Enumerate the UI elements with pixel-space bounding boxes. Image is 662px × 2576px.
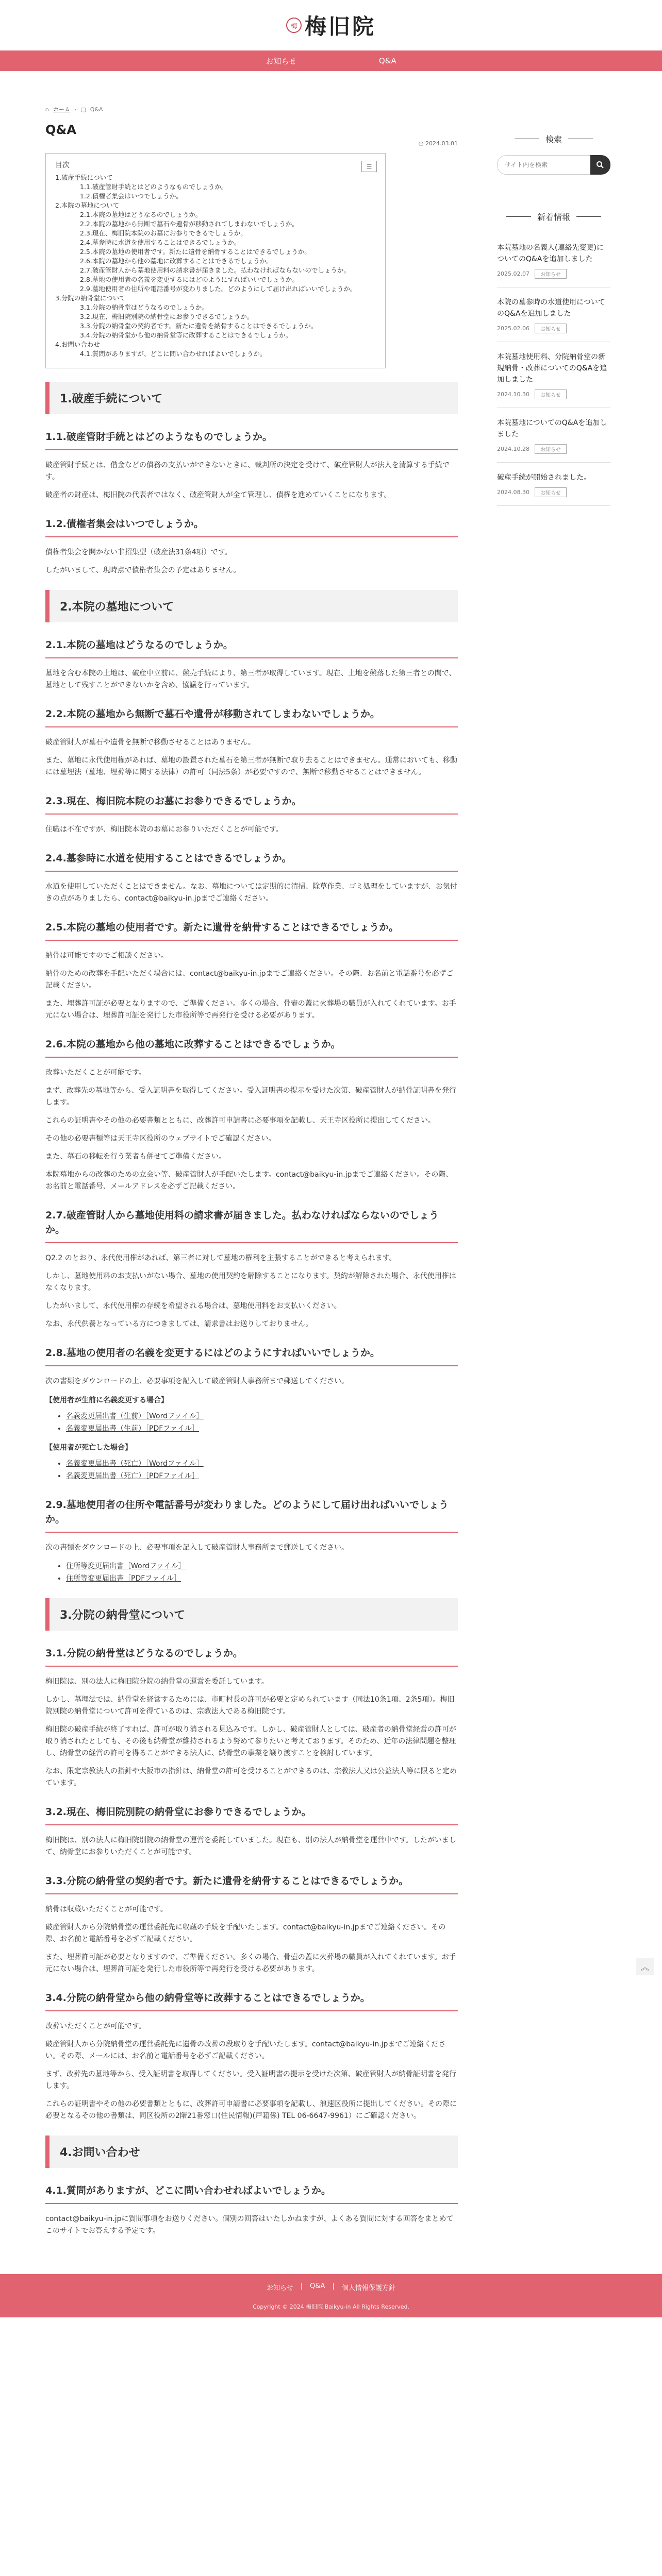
answer-text: しかし、墓埋法では、納骨堂を経営するためには、市町村長の許可が必要と定められています（同法10条1項、2条5項）。梅旧院別院の納骨堂について許可を得ているのは、宗教法人である梅旧院です。: [45, 1696, 455, 1716]
news-section: [497, 211, 610, 506]
home-icon: ⌂: [45, 106, 49, 113]
download-link[interactable]: 名義変更届出書（生前）［PDFファイル］: [66, 1425, 199, 1433]
toc-link[interactable]: 2.3.現在、梅旧院本院のお墓にお参りできるでしょうか。: [80, 229, 247, 237]
download-list: [66, 1410, 458, 1435]
answer-text: これらの証明書やその他の必要書類とともに、改葬許可申請書に必要事項を記載し、天王寺区役所に提出してください。: [45, 1116, 435, 1125]
chevron-up-icon: ︽: [640, 1962, 649, 1972]
question-heading: 3.1.分院の納骨堂はどうなるのでしょうか。: [45, 1642, 458, 1667]
answer-text: 梅旧院は、別の法人に梅旧院分院の納骨堂の運営を委託しています。: [45, 1677, 269, 1686]
post-date: [45, 140, 458, 147]
global-nav: [0, 50, 662, 71]
question-heading: 2.2.本院の墓地から無断で墓石や遺骨が移動されてしまわないでしょうか。: [45, 703, 458, 727]
news-item: [497, 342, 610, 408]
answer-text: 次の書類をダウンロードの上、必要事項を記入して破産管財人事務所まで郵送してください。: [45, 1544, 349, 1552]
toc-link[interactable]: 2.1.本院の墓地はどうなるのでしょうか。: [80, 211, 202, 218]
toc-item: [55, 173, 376, 182]
answer-text: 梅旧院の破産手続が終了すれば、許可が取り消される見込みです。しかし、破産管財人としては、破産者の納骨堂経営の許可が取り消されたとしても、その後も納骨堂が維持されるよう努めて参りたいと考えております。そのため、近年の法律問題を整理し、納骨堂の経営の許可を得ることができる法人に、納骨堂の事業を譲り渡すことを検討しています。: [45, 1725, 456, 1757]
answer-text: 破産者の財産は、梅旧院の代表者ではなく、破産管財人が全て管理し、債権を進めていくことになります。: [45, 491, 391, 499]
download-link[interactable]: 名義変更届出書（生前）［Wordファイル］: [66, 1412, 204, 1420]
post-date-value: 2024.03.01: [425, 140, 458, 147]
news-date: 2024.08.30: [497, 489, 529, 496]
toc-item: [55, 321, 376, 331]
download-item: [66, 1572, 458, 1585]
toc-link[interactable]: 2.5.本院の墓地の使用者です。新たに遺骨を納骨することはできるでしょうか。: [80, 248, 311, 256]
answer-text: 住職は不在ですが、梅旧院本院のお墓にお参りいただくことが可能です。: [45, 825, 283, 834]
news-tag[interactable]: お知らせ: [535, 269, 567, 279]
answer-text: 本院墓地からの改葬のための立会い等、破産管財人が手配いたします。contact@baikyu-in.jpまでご連絡ください。その際、お名前と電話番号、メールアドレスを必ずご記載ください。: [45, 1171, 453, 1191]
download-item: [66, 1560, 458, 1572]
toc-link[interactable]: 3.4.分院の納骨堂から他の納骨堂等に改葬することはできるでしょうか。: [80, 331, 292, 339]
news-date: 2025.02.07: [497, 270, 529, 277]
answer-text: 次の書類をダウンロードの上、必要事項を記入して破産管財人事務所まで郵送してください。: [45, 1377, 349, 1385]
toc-item: [55, 294, 376, 303]
toc-item: [55, 238, 376, 247]
answer-text: 納骨は収蔵いただくことが可能です。: [45, 1905, 168, 1913]
question-heading: 2.3.現在、梅旧院本院のお墓にお参りできるでしょうか。: [45, 790, 458, 815]
news-tag[interactable]: お知らせ: [535, 389, 567, 399]
footer-links: [0, 2282, 662, 2292]
site-footer: [0, 2274, 662, 2317]
toc-link[interactable]: 3.2.現在、梅旧院別院の納骨堂にお参りできるでしょうか。: [80, 313, 254, 320]
toc-item: [55, 284, 376, 294]
toc-item: [55, 303, 376, 312]
copyright: Copyright © 2024 梅旧院 Baikyu-in All Rights Reserved.: [252, 2303, 410, 2310]
question-heading: 2.5.本院の墓地の使用者です。新たに遺骨を納骨することはできるでしょうか。: [45, 916, 458, 941]
toc-item: [55, 229, 376, 238]
toc-list: [55, 173, 376, 359]
search-title: 検索: [497, 133, 610, 145]
news-meta: [497, 389, 610, 399]
answer-text: また、埋葬許可証が必要となりますので、ご準備ください。多くの場合、骨壺の蓋に火葬場の職員が入れてくれています。お手元にない場合は、埋葬許可証を発行した市役所等で再発行を受ける必要があります。: [45, 999, 456, 1020]
toc-link[interactable]: 2.4.墓参時に水道を使用することはできるでしょうか。: [80, 239, 241, 246]
toc-link[interactable]: 4.1.質問がありますが、どこに問い合わせればよいでしょうか。: [80, 350, 267, 358]
answer-text: 納骨は可能ですのでご相談ください。: [45, 952, 168, 960]
download-list: [66, 1458, 458, 1482]
answer-text: これらの証明書やその他の必要書類とともに、改葬許可申請書に必要事項を記載し、浪速区役所に提出してください。その際に必要となるその他の書類は、同区役所の2階21番窓口(住民情報)(戸籍係) TEL 06-6647-9961）にご確認ください。: [45, 2100, 457, 2120]
answer-text: 改葬いただくことが可能です。: [45, 2022, 146, 2030]
download-link[interactable]: 名義変更届出書（死亡）［Wordファイル］: [66, 1460, 204, 1468]
search-button[interactable]: [590, 155, 610, 175]
answer-text: contact@baikyu-in.jpに質問事項をお送りください。個別の回答はいたしかねますが、よくある質問に対する回答をまとめてこのサイトでお答えする予定です。: [45, 2215, 454, 2235]
question-heading: 2.7.破産管財人から墓地使用料の請求書が届きました。払わなければならないのでしょうか。: [45, 1204, 458, 1243]
answer-text: したがいまして、現時点で債権者集会の予定はありません。: [45, 566, 241, 574]
answer-label: 【使用者が生前に名義変更する場合】: [45, 1396, 168, 1404]
news-item: [497, 287, 610, 342]
logo-mark-icon: 梅: [286, 18, 302, 33]
answer-text: 墓地を含む本院の土地は、破産中立前に、競売手続により、第三者が取得しています。現在、土地を競落した第三者との間で、墓地として残すことができないかを含め、協議を行っています。: [45, 669, 456, 689]
section-heading: 1.破産手続について: [45, 382, 458, 414]
answer-text: 破産管財手続とは、借金などの債務の支払いができないときに、裁判所の決定を受けて、破産管財人が法人を清算する手続です。: [45, 461, 450, 481]
answer-text: まず、改葬先の墓地等から、受入証明書を取得してください。受入証明書の提示を受けた次第、破産管財人が納骨証明書を発行します。: [45, 1087, 456, 1107]
download-list: [66, 1560, 458, 1585]
question-heading: 2.4.墓参時に水道を使用することはできるでしょうか。: [45, 847, 458, 872]
download-item: [66, 1422, 458, 1435]
answer-text: また、埋葬許可証が必要となりますので、ご準備ください。多くの場合、骨壺の蓋に火葬場の職員が入れてくれています。お手元にない場合は、埋葬許可証を発行した市役所等で再発行を受ける必要があります。: [45, 1953, 456, 1973]
question-heading: 1.1.破産管財手続とはどのようなものでしょうか。: [45, 426, 458, 450]
download-item: [66, 1410, 458, 1422]
search-icon: [596, 161, 604, 169]
qa-section: [45, 382, 458, 577]
toc-link[interactable]: 3.3.分院の納骨堂の契約者です。新たに遺骨を納骨することはできるでしょうか。: [80, 322, 318, 330]
news-date: 2024.10.30: [497, 391, 529, 398]
toc-link[interactable]: 3.1.分院の納骨堂はどうなるのでしょうか。: [80, 303, 208, 311]
toc-title: 目次: [55, 161, 70, 170]
question-heading: 2.6.本院の墓地から他の墓地に改葬することはできるでしょうか。: [45, 1033, 458, 1058]
toc-link[interactable]: 2.本院の墓地について: [55, 201, 120, 209]
nav-item-qa[interactable]: Q&A: [378, 56, 396, 65]
answer-text: その他の必要書類等は天王寺区役所のウェブサイトでご確認ください。: [45, 1134, 276, 1143]
section-heading: 3.分院の納骨堂について: [45, 1598, 458, 1631]
page-title: Q&A: [45, 123, 76, 137]
news-list: [497, 233, 610, 506]
toc-item: [55, 340, 376, 349]
toc-link[interactable]: 2.8.墓地の使用者の名義を変更するにはどのようにすればいいでしょうか。: [80, 276, 299, 283]
breadcrumb-current: Q&A: [90, 106, 103, 113]
footer-link-qa[interactable]: Q&A: [310, 2282, 325, 2290]
qa-section: [45, 590, 458, 1585]
news-item: [497, 463, 610, 506]
answer-text: 改葬いただくことが可能です。: [45, 1069, 146, 1077]
news-title[interactable]: 破産手続が開始されました。: [497, 473, 591, 482]
section-heading: 2.本院の墓地について: [45, 590, 458, 622]
toc-item: [55, 201, 376, 210]
download-item: [66, 1458, 458, 1470]
question-heading: 2.8.墓地の使用者の名義を変更するにはどのようにすればいいでしょうか。: [45, 1342, 458, 1366]
download-item: [66, 1470, 458, 1482]
answer-text: したがいまして、永代使用権の存続を希望される場合は、墓地使用料をお支払いください。: [45, 1302, 341, 1310]
download-link[interactable]: 住所等変更届出書［PDFファイル］: [66, 1574, 181, 1583]
footer-divider: |: [332, 2282, 335, 2290]
answer-text: 破産管財人から分院納骨堂の運営委託先に遺骨の改葬の段取りを手配いたします。contact@baikyu-in.jpまでご連絡ください。その際、メールには、お名前と電話番号を必ずご記載ください。: [45, 2040, 446, 2060]
answer-text: 梅旧院は、別の法人に梅旧院別院の納骨堂の運営を委託していました。現在も、別の法人が納骨堂を運営中です。したがいまして、納骨堂にお参りいただくことが可能です。: [45, 1836, 456, 1856]
search-input[interactable]: [497, 155, 590, 175]
toc-link[interactable]: 2.6.本院の墓地から他の墓地に改葬することはできるでしょうか。: [80, 257, 273, 265]
answer-text: 債権者集会を開かない非招集型（破産法31条4項）です。: [45, 548, 232, 556]
logo-text: 梅旧院: [304, 14, 376, 39]
table-of-contents: [45, 153, 386, 368]
footer-link-privacy[interactable]: 個人情報保護方針: [341, 2284, 395, 2292]
toc-link[interactable]: 2.9.墓地使用者の住所や電話番号が変わりました。どのようにして届け出ればいいでしょうか。: [80, 285, 357, 293]
news-title[interactable]: 本院墓地の名義人(連絡先変更)についてのQ&Aを追加しました: [497, 244, 604, 263]
footer-divider: |: [300, 2282, 303, 2290]
answer-text: また、墓地に永代使用権があれば、墓地の設置された墓石を第三者が無断で取り去ることはできません。通常においても、移動には墓埋法（墓地、埋葬等に関する法律）の許可（同法5条）が必要ですので、無断で移動させることはできません。: [45, 756, 457, 776]
section-heading: 4.お問い合わせ: [45, 2136, 458, 2168]
breadcrumb: [45, 105, 458, 113]
toc-toggle-button[interactable]: ☰: [361, 161, 377, 172]
toc-link[interactable]: 1.破産手続について: [55, 174, 113, 181]
main-content: [45, 71, 458, 2243]
toc-item: [55, 275, 376, 284]
answer-text: また、墓石の移転を行う業者も併せてご準備ください。: [45, 1153, 226, 1161]
toc-link[interactable]: 4.お問い合わせ: [55, 341, 100, 348]
answer-text: なお、限定宗教法人の指針や大阪市の指針は、納骨堂の許可を受けることができるのは、宗教法人又は公益法人等に限ると定めています。: [45, 1767, 457, 1787]
answer-text: 水道を使用していただくことはできません。なお、墓地については定期的に清掃、除草作業、ゴミ処理をしていますが、お気付きの点がありましたら、contact@baikyu-in.jpまでご連絡ください。: [45, 883, 457, 903]
news-title[interactable]: 本院墓地使用料、分院納骨堂の新規納骨・改葬についてのQ&Aを追加しました: [497, 353, 607, 384]
qa-section: [45, 2136, 458, 2237]
toc-item: [55, 349, 376, 359]
news-meta: [497, 269, 610, 279]
site-logo[interactable]: [286, 10, 376, 41]
download-link[interactable]: 名義変更届出書（死亡）［PDFファイル］: [66, 1472, 199, 1480]
search-form: [497, 155, 610, 175]
question-heading: 2.9.墓地使用者の住所や電話番号が変わりました。どのようにして届け出ればいいでしょうか。: [45, 1494, 458, 1533]
news-tag[interactable]: お知らせ: [535, 324, 567, 333]
toc-item: [55, 192, 376, 201]
toc-item: [55, 210, 376, 219]
toc-item: [55, 266, 376, 275]
answer-text: まず、改葬先の墓地等から、受入証明書を取得してください。受入証明書の提示を受けた次第、破産管財人が納骨証明書を発行します。: [45, 2070, 456, 2090]
question-heading: 4.1.質問がありますが、どこに問い合わせればよいでしょうか。: [45, 2179, 458, 2204]
qa-section: [45, 1598, 458, 2122]
news-item: [497, 408, 610, 463]
chevron-right-icon: ›: [74, 106, 77, 113]
download-link[interactable]: 住所等変更届出書［Wordファイル］: [66, 1562, 186, 1570]
toc-item: [55, 331, 376, 340]
sidebar: [497, 71, 610, 2243]
nav-item-news[interactable]: お知らせ: [266, 56, 296, 66]
toc-link[interactable]: 3.分院の納骨堂について: [55, 294, 126, 302]
news-date: 2024.10.28: [497, 446, 529, 452]
toc-link[interactable]: 2.2.本院の墓地から無断で墓石や遺骨が移動されてしまわないでしょうか。: [80, 220, 299, 228]
qa-content: [45, 382, 458, 2237]
answer-text: なお、永代供養となっている方につきましては、請求書はお送りしておりません。: [45, 1320, 313, 1328]
news-title[interactable]: 本院の墓参時の水道使用についてのQ&Aを追加しました: [497, 298, 605, 318]
news-tag[interactable]: お知らせ: [535, 487, 567, 497]
toc-link[interactable]: 1.1.破産管財手続とはどのようなものでしょうか。: [80, 183, 228, 191]
answer-label: 【使用者が死亡した場合】: [45, 1444, 132, 1452]
back-to-top-button[interactable]: [636, 1958, 654, 1975]
clock-icon: ◷: [418, 140, 426, 147]
question-heading: 3.4.分院の納骨堂から他の納骨堂等に改葬することはできるでしょうか。: [45, 1987, 458, 2011]
breadcrumb-home[interactable]: ホーム: [53, 106, 70, 113]
question-heading: 1.2.債権者集会はいつでしょうか。: [45, 513, 458, 537]
site-header: [0, 0, 662, 50]
toc-item: [55, 219, 376, 229]
news-date: 2025.02.06: [497, 325, 529, 332]
question-heading: 3.2.現在、梅旧院別院の納骨堂にお参りできるでしょうか。: [45, 1801, 458, 1825]
news-meta: [497, 487, 610, 497]
answer-text: 破産管財人が墓石や遺骨を無断で移動させることはありません。: [45, 738, 255, 747]
news-item: [497, 233, 610, 287]
answer-text: しかし、墓地使用料のお支払いがない場合、墓地の使用契約を解除することになります。契約が解除された場合、永代使用権はなくなります。: [45, 1272, 456, 1292]
question-heading: 3.3.分院の納骨堂の契約者です。新たに遺骨を納骨することはできるでしょうか。: [45, 1870, 458, 1894]
toc-link[interactable]: 1.2.債権者集会はいつでしょうか。: [80, 192, 183, 200]
answer-text: Q2.2 のとおり、永代使用権があれば、第三者に対して墓地の権利を主張することができると考えられます。: [45, 1254, 396, 1262]
toc-item: [55, 247, 376, 257]
answer-text: 破産管財人から分院納骨堂の運営委託先に収蔵の手続を手配いたします。contact@baikyu-in.jpまでご連絡ください。その際、お名前と電話番号を必ずご記載ください。: [45, 1923, 446, 1943]
news-meta: [497, 444, 610, 454]
news-tag[interactable]: お知らせ: [535, 444, 567, 454]
footer-link-news[interactable]: お知らせ: [267, 2284, 293, 2292]
toc-item: [55, 182, 376, 192]
toc-item: [55, 312, 376, 321]
news-title[interactable]: 本院墓地についてのQ&Aを追加しました: [497, 419, 607, 438]
document-icon: ▢: [80, 106, 86, 113]
toc-link[interactable]: 2.7.破産管財人から墓地使用料の請求書が届きました。払わなければならないのでしょうか。: [80, 266, 350, 274]
question-heading: 2.1.本院の墓地はどうなるのでしょうか。: [45, 634, 458, 658]
answer-text: 納骨のための改葬を手配いただく場合には、contact@baikyu-in.jpまでご連絡ください。その際、お名前と電話番号を必ずご記載ください。: [45, 970, 454, 990]
toc-item: [55, 257, 376, 266]
news-meta: [497, 324, 610, 333]
news-title: 新着情報: [497, 211, 610, 223]
